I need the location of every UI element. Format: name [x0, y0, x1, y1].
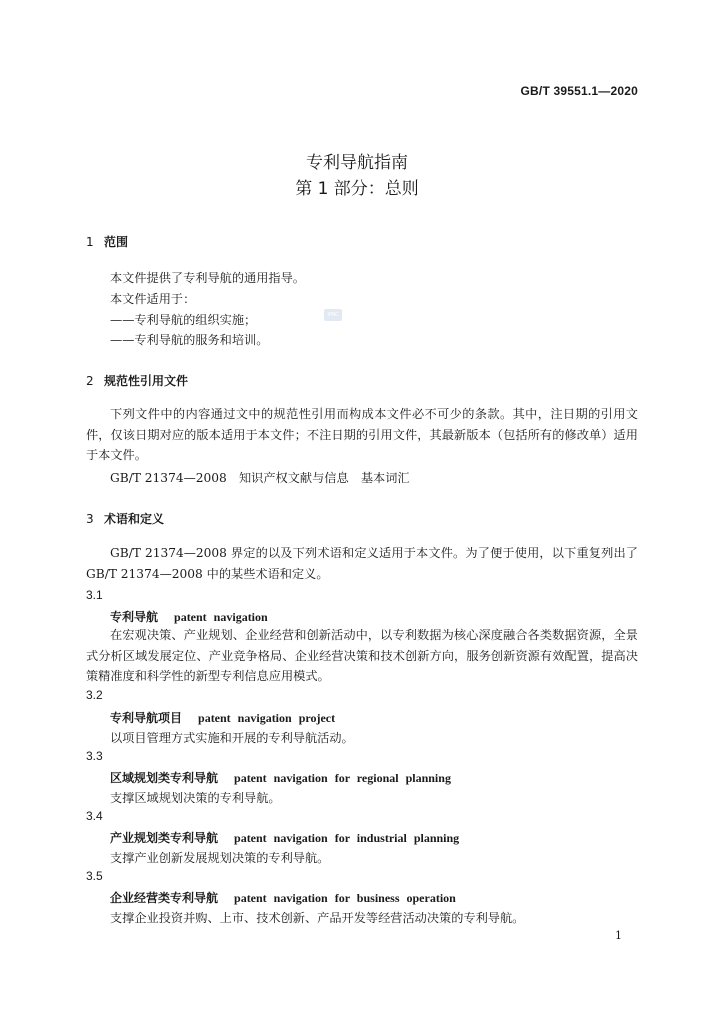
terms-intro-paragraph: GB/T 21374—2008 界定的以及下列术语和定义适用于本文件。为了便于使用，以下重复列出了 GB/T 21374—2008 中的某些术语和定义。 — [86, 546, 638, 581]
term-definition: 以项目管理方式实施和开展的专利导航活动。 — [110, 731, 354, 745]
term-heading: 专利导航项目 patent navigation project — [110, 711, 336, 725]
scope-line-2: 本文件适用于： — [110, 292, 196, 306]
watermark-logo: IPRC — [324, 309, 342, 321]
section-heading-2: 2 规范性引用文件 — [86, 374, 189, 388]
scope-line-1: 本文件提供了专利导航的通用指导。 — [110, 271, 305, 285]
term-definition: 支撑区域规划决策的专利导航。 — [110, 791, 281, 805]
scope-line-4: ——专利导航的服务和培训。 — [110, 333, 269, 347]
term-number: 3.3 — [86, 749, 103, 763]
page-number: 1 — [615, 929, 622, 942]
normative-reference-item: GB/T 21374—2008 知识产权文献与信息 基本词汇 — [110, 471, 410, 485]
term-heading: 产业规划类专利导航 patent navigation for industrial planning — [110, 831, 460, 845]
normative-references-paragraph: 下列文件中的内容通过文中的规范性引用而构成本文件必不可少的条款。其中，注日期的引用文件，仅该日期对应的版本适用于本文件；不注日期的引用文件，其最新版本（包括所有的修改单）适用于本文件。 — [86, 407, 638, 462]
standard-number: GB/T 39551.1—2020 — [520, 84, 638, 98]
section-heading-1: 1 范围 — [86, 235, 129, 249]
term-definition: 支撑企业投资并购、上市、技术创新、产品开发等经营活动决策的专利导航。 — [110, 911, 525, 925]
term-heading: 企业经营类专利导航 patent navigation for business operation — [110, 891, 456, 905]
term-number: 3.4 — [86, 809, 103, 823]
term-definition: 在宏观决策、产业规划、企业经营和创新活动中，以专利数据为核心深度融合各类数据资源，全景式分析区域发展定位、产业竞争格局、企业经营决策和技术创新方向，服务创新资源有效配置，提高决策精准度和科学性的新型专利信息应用模式。 — [86, 628, 638, 683]
term-number: 3.2 — [86, 688, 103, 702]
document-title: 专利导航指南 — [306, 153, 408, 173]
term-heading: 专利导航 patent navigation — [110, 610, 268, 624]
section-heading-3: 3 术语和定义 — [86, 512, 165, 526]
scope-line-3: ——专利导航的组织实施； — [110, 313, 257, 327]
term-definition: 支撑产业创新发展规划决策的专利导航。 — [110, 851, 330, 865]
document-subtitle: 第 1 部分：总则 — [295, 179, 419, 199]
term-number: 3.5 — [86, 869, 103, 883]
term-number: 3.1 — [86, 588, 103, 602]
term-heading: 区域规划类专利导航 patent navigation for regional planning — [110, 771, 451, 785]
